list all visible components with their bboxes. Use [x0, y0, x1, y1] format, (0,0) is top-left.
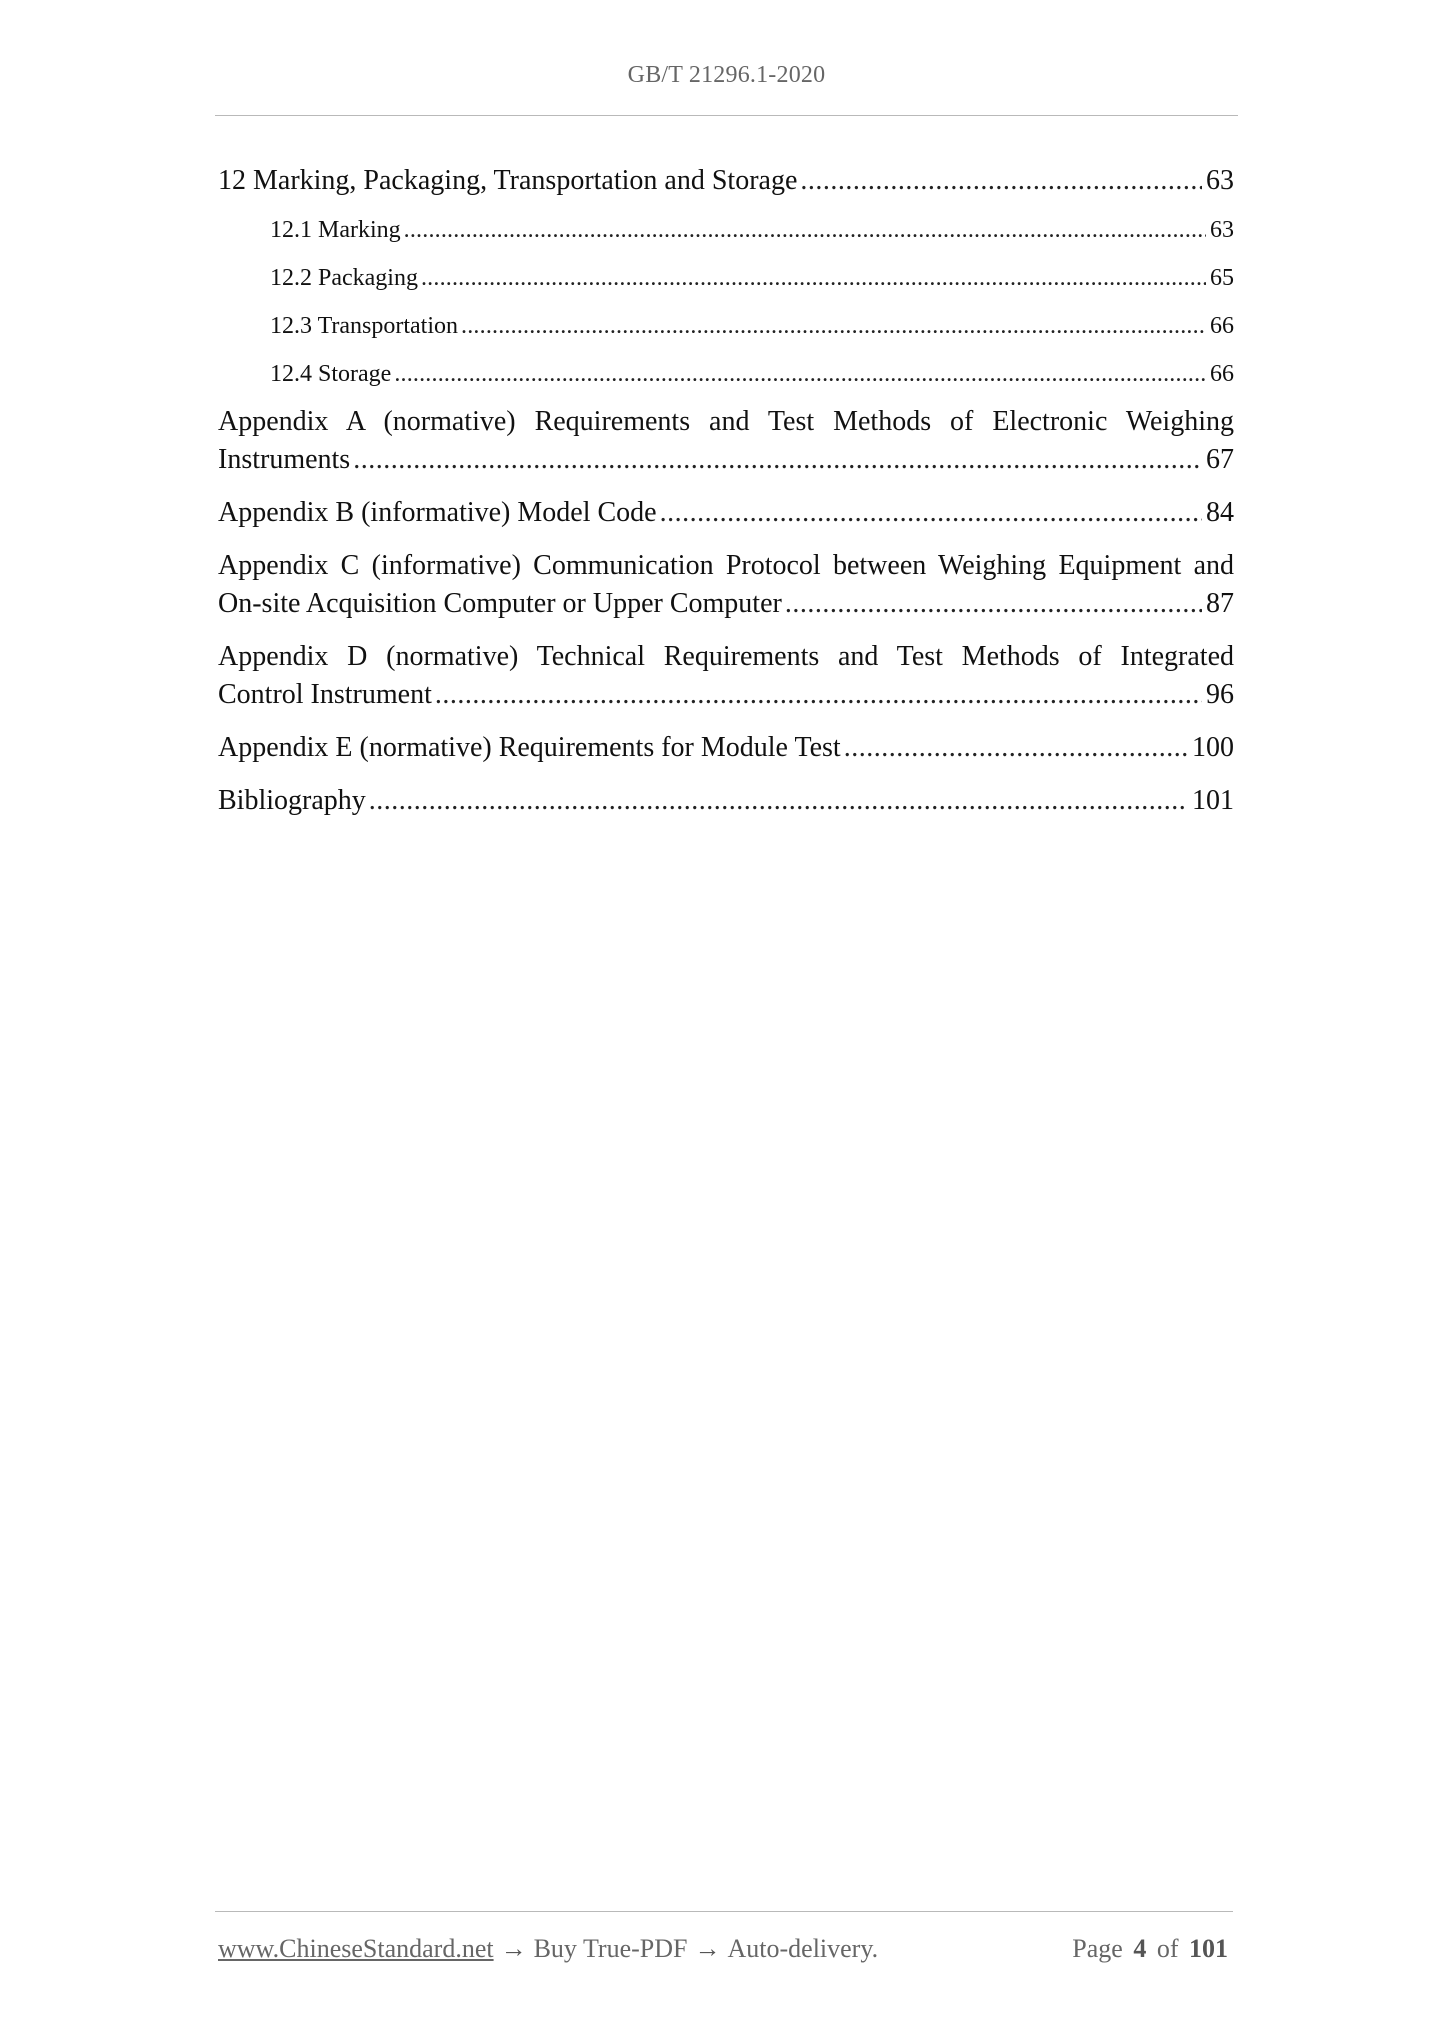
toc-entry-label-line1: Appendix C (informative) Communication Protocol between Weighing Equipment and [218, 550, 1234, 581]
toc-entry-label-line1: Appendix A (normative) Requirements and Test Methods of Electronic Weighing [218, 406, 1234, 437]
toc-leader-dots [461, 311, 1206, 341]
buy-true-pdf-text: Buy True-PDF [533, 1934, 688, 1963]
toc-leader-dots [800, 162, 1202, 200]
toc-entry-label: Appendix E (normative) Requirements for Module Test [218, 732, 841, 763]
header-divider [215, 115, 1238, 116]
toc-entry-12-2[interactable] [218, 263, 1234, 293]
toc-page-number: 67 [1206, 444, 1234, 475]
current-page-number: 4 [1133, 1934, 1147, 1963]
toc-page-number: 84 [1206, 497, 1234, 528]
toc-entry-appendix-e[interactable] [218, 729, 1234, 767]
arrow-right-icon: → [500, 1934, 527, 1963]
toc-page-number: 65 [1210, 265, 1234, 291]
toc-leader-dots [369, 782, 1188, 820]
toc-entry-appendix-b[interactable] [218, 494, 1234, 532]
toc-page-number: 63 [1206, 165, 1234, 196]
footer-promo [218, 1934, 878, 1964]
page-footer [218, 1934, 1228, 1964]
toc-page-number: 87 [1206, 588, 1234, 619]
website-link[interactable]: www.ChineseStandard.net [218, 1934, 494, 1963]
footer-divider [215, 1911, 1233, 1912]
toc-entry-bibliography[interactable] [218, 782, 1234, 820]
toc-entry-label: 12.2 Packaging [270, 265, 418, 291]
toc-entry-label: 12.3 Transportation [270, 313, 459, 339]
toc-leader-dots [421, 263, 1206, 293]
total-page-count: 101 [1189, 1934, 1228, 1963]
arrow-right-icon: → [694, 1934, 721, 1963]
toc-page-number: 66 [1210, 313, 1234, 339]
page-header: GB/T 21296.1-2020 [627, 62, 826, 88]
toc-entry-12-1[interactable] [218, 215, 1234, 245]
toc-page-number: 66 [1210, 361, 1234, 387]
toc-entry-12-3[interactable] [218, 311, 1234, 341]
toc-leader-dots [353, 441, 1202, 479]
toc-page-number: 100 [1192, 732, 1234, 763]
toc-entry-12-4[interactable] [218, 359, 1234, 389]
toc-entry-label: 12 Marking, Packaging, Transportation and Storage [218, 165, 798, 196]
toc-entry-label-line2: On-site Acquisition Computer or Upper Computer [218, 588, 782, 619]
toc-leader-dots [394, 359, 1206, 389]
toc-page-number: 101 [1192, 785, 1234, 816]
toc-leader-dots [404, 215, 1206, 245]
toc-entry-label: Bibliography [218, 785, 366, 816]
toc-entry-label: 12.4 Storage [270, 361, 392, 387]
table-of-contents [218, 162, 1234, 835]
toc-entry-label-line1: Appendix D (normative) Technical Requirements and Test Methods of Integrated [218, 641, 1234, 672]
toc-entry-section-12[interactable] [218, 162, 1234, 200]
auto-delivery-text: Auto-delivery. [727, 1934, 879, 1963]
toc-entry-appendix-c[interactable] [218, 547, 1234, 623]
toc-leader-dots [785, 585, 1202, 623]
toc-entry-label-line2: Instruments [218, 444, 351, 475]
page-indicator [1068, 1934, 1228, 1964]
toc-entry-appendix-a[interactable] [218, 403, 1234, 479]
toc-entry-appendix-d[interactable] [218, 638, 1234, 714]
toc-entry-label-line2: Control Instrument [218, 679, 432, 710]
toc-page-number: 96 [1206, 679, 1234, 710]
toc-leader-dots [660, 494, 1202, 532]
page-of-word: of [1156, 1934, 1179, 1963]
toc-page-number: 63 [1210, 217, 1234, 243]
page-word: Page [1072, 1934, 1123, 1963]
toc-leader-dots [435, 676, 1202, 714]
toc-entry-label: Appendix B (informative) Model Code [218, 497, 657, 528]
toc-entry-label: 12.1 Marking [270, 217, 401, 243]
toc-leader-dots [844, 729, 1188, 767]
